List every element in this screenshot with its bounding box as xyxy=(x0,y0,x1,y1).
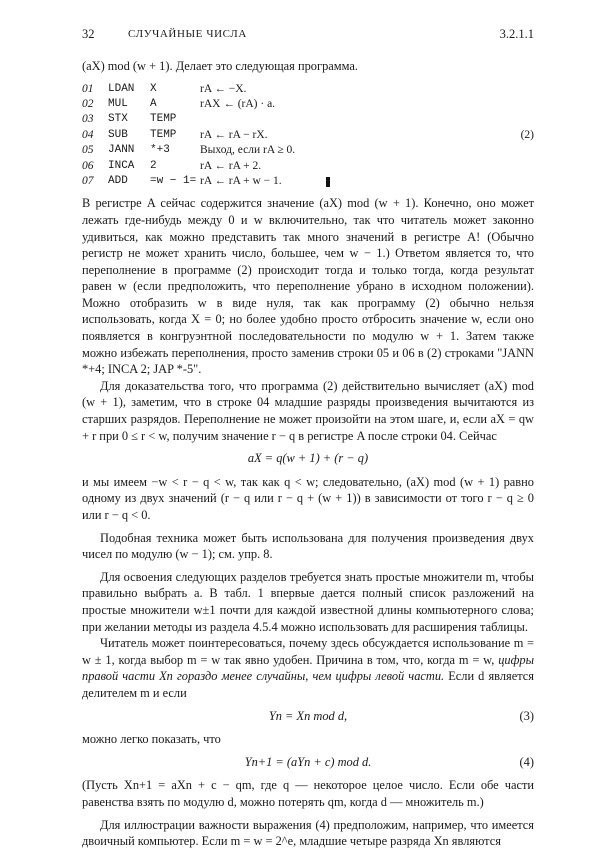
equation-4: Yn+1 = (aYn + c) mod d. xyxy=(244,754,372,769)
running-title: СЛУЧАЙНЫЕ ЧИСЛА xyxy=(128,28,247,40)
paragraph-range: и мы имеем −w < r − q < w, так как q < w; следовательно, (aX) mod (w + 1) равно одному из двух значений (r − q или r − q + (w + 1)) в зависимости от того r − q ≥ 0 или r − q < 0. xyxy=(82,474,534,523)
program-line xyxy=(82,128,534,143)
mix-program-listing xyxy=(82,82,534,190)
program-line-number: 01 xyxy=(82,82,94,95)
page-number: 32 xyxy=(82,27,95,41)
program-operand: =w − 1= xyxy=(150,174,197,187)
program-line-number: 04 xyxy=(82,128,94,141)
program-comment: rA ← rA − rX. xyxy=(200,128,268,141)
equation-4-number: (4) xyxy=(519,754,534,769)
paragraph-easy-show: можно легко показать, что xyxy=(82,732,221,747)
program-line xyxy=(82,174,534,189)
program-line xyxy=(82,112,534,127)
program-comment: Выход, если rA ≥ 0. xyxy=(200,144,296,157)
program-operand: X xyxy=(150,82,157,95)
paragraph-remark: (Пусть Xn+1 = aXn + c − qm, где q — некоторое целое число. Если обе части равенства взять по модулю d, можно потерять qm, когда d — множитель m.) xyxy=(82,778,534,809)
display-equation-3 xyxy=(82,708,534,725)
program-comment: rAX ← (rA) · a. xyxy=(200,97,276,110)
paragraph-register-a: В регистре A сейчас содержится значение (aX) mod (w + 1). Конечно, оно может лежать где-нибудь между 0 и w включительно, так что читатель может законно удивиться, как можно представить так много значений в регистре A! (Обычно регистр не может хранить число, большее, чем w − 1.) Ответом является то, что переполнение в программе (2) происходит тогда и только тогда, когда результат равен w (если предположить, что переполнение убрано в исходном положении). Можно отобразить w в виде нуля, так как программу (2) обычно нельзя использовать, когда X = 0; но более удобно просто отбросить значение w, если оно появляется в конгруэнтной последовательности по модулю w + 1. Затем также можно избежать переполнения, просто заменив строки 05 и 06 в (2) строками "JANN *+4; INCA 2; JAP *-5". xyxy=(82,196,534,377)
program-operand: *+3 xyxy=(150,144,170,157)
program-opcode: ADD xyxy=(108,174,128,187)
program-opcode: SUB xyxy=(108,128,128,141)
program-line-number: 06 xyxy=(82,159,94,172)
program-equation-number: (2) xyxy=(520,128,534,141)
program-line-number: 02 xyxy=(82,97,94,110)
display-equation-4 xyxy=(82,754,534,771)
program-line-number: 03 xyxy=(82,113,94,126)
section-number: 3.2.1.1 xyxy=(499,27,534,41)
para6-emphasis: цифры правой части Xn гораздо менее случайны, чем цифры левой части. xyxy=(82,652,534,684)
equation-3: Yn = Xn mod d, xyxy=(268,708,348,723)
program-opcode: JANN xyxy=(108,144,135,157)
equation-ax: aX = q(w + 1) + (r − q) xyxy=(247,451,369,466)
paragraph-illustration: Для иллюстрации важности выражения (4) предположим, например, что имеется двоичный компьютер. Если m = w = 2^e, младшие четыре разряда Xn являются xyxy=(82,817,534,849)
para6-start: Читатель может поинтересоваться, почему здесь обсуждается использование m = w ± 1, когда выбор m = w так явно удобен. Причина в том, что, когда m = w, xyxy=(82,636,534,667)
program-operand: TEMP xyxy=(150,113,177,126)
running-header xyxy=(82,26,534,44)
program-operand: 2 xyxy=(150,159,157,172)
equation-3-number: (3) xyxy=(519,708,534,723)
program-line xyxy=(82,159,534,174)
program-line xyxy=(82,97,534,112)
book-page xyxy=(82,26,534,850)
program-line xyxy=(82,82,534,97)
program-opcode: LDAN xyxy=(108,82,135,95)
program-opcode: MUL xyxy=(108,97,128,110)
paragraph-proof: Для доказательства того, что программа (2) действительно вычисляет (aX) mod (w + 1), заметим, что в строке 04 младшие разряды произведения вычитаются из старших разрядов. Переполнение не может произойти на этом шаге, и, если aX = qw + r при 0 ≤ r < w, получим значение r − q в регистре A после строки 04. Сейчас xyxy=(82,378,534,443)
program-comment: rA ← rA + w − 1. xyxy=(200,174,282,187)
paragraph-technique: Подобная техника может быть использована для получения произведения двух чисел по модулю (w − 1); см. упр. 8. xyxy=(82,530,534,562)
paragraph-prime-factors: Для освоения следующих разделов требуется знать простые множители m, чтобы правильно выбрать a. В табл. 1 впервые дается полный список разложений на простые множители w±1 почти для каждой известной длины компьютерного слова; при желании методы из раздела 4.5.4 можно использовать для расширения таблицы. xyxy=(82,569,534,634)
paragraph-why-w-pm-1 xyxy=(82,635,534,701)
program-line-number: 05 xyxy=(82,144,94,157)
program-opcode: STX xyxy=(108,113,128,126)
display-equation-ax xyxy=(82,450,534,467)
end-of-program-mark xyxy=(326,177,330,187)
program-comment: rA ← rA + 2. xyxy=(200,159,262,172)
program-line-number: 07 xyxy=(82,174,94,187)
program-operand: TEMP xyxy=(150,128,177,141)
lead-sentence: (aX) mod (w + 1). Делает это следующая программа. xyxy=(82,59,358,73)
para6-end: Если d является делителем m и если xyxy=(82,669,534,700)
program-operand: A xyxy=(150,97,157,110)
program-line xyxy=(82,143,534,158)
program-opcode: INCA xyxy=(108,159,135,172)
program-comment: rA ← −X. xyxy=(200,82,247,95)
